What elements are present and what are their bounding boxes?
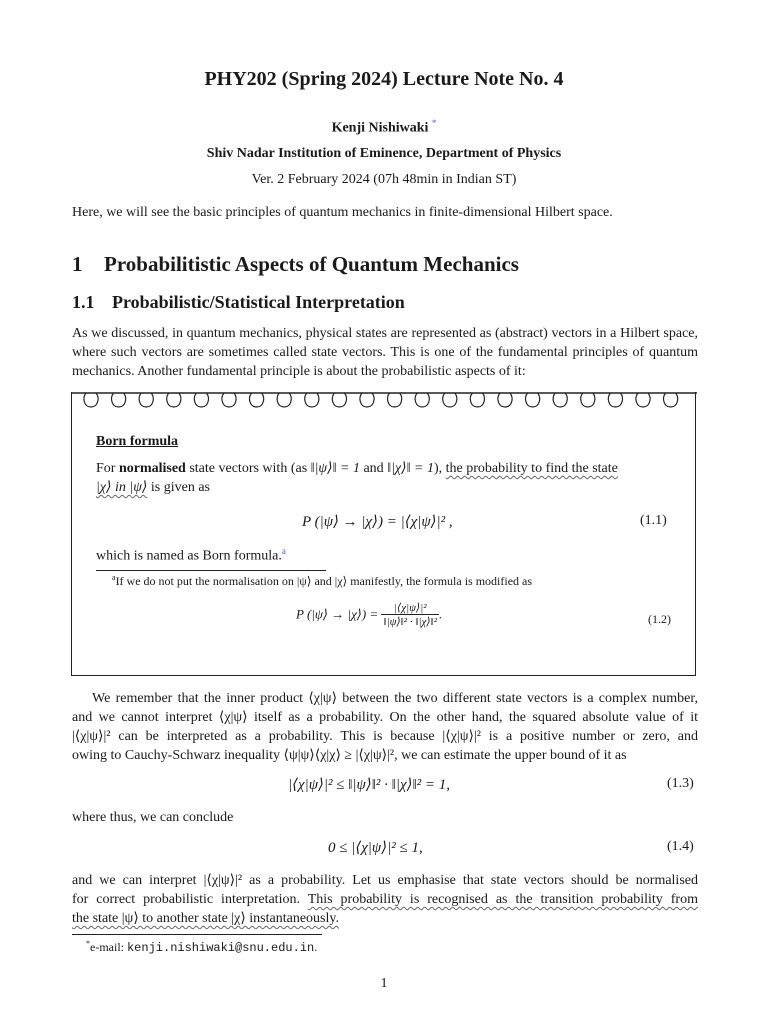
box-footnote	[112, 573, 532, 589]
author-line	[0, 118, 768, 137]
para2-line-2: and we cannot interpret ⟨χ|ψ⟩ itself as a probability. On the other hand, the squared absolute value of it	[72, 710, 698, 725]
equation-1-2-number[interactable]: (1.2)	[648, 612, 671, 626]
section-number: 1	[72, 252, 83, 276]
para3-line-3: the state |ψ⟩ to another state |χ⟩ instantaneously.	[72, 911, 339, 926]
subsection-title: Probabilistic/Statistical Interpretation	[112, 292, 405, 312]
box-after-equation	[96, 546, 286, 565]
para2-line-4: owing to Cauchy-Schwarz inequality ⟨ψ|ψ⟩⟨χ|χ⟩ ≥ |⟨χ|ψ⟩|², we can estimate the upper bound of it as	[72, 748, 627, 763]
author-name: Kenji Nishiwaki	[331, 120, 429, 136]
equation-1-3: |⟨χ|ψ⟩|² ≤ ‖|ψ⟩‖² · ‖|χ⟩‖² = 1,	[288, 777, 451, 793]
paragraph-2	[72, 689, 698, 765]
text-span: For	[96, 461, 116, 476]
box-line-1	[96, 459, 676, 478]
math-norm-chi: ‖|χ⟩‖ = 1	[387, 461, 434, 476]
eq2-numerator: |⟨χ|ψ⟩|²	[381, 601, 439, 615]
equation-1-2	[296, 601, 442, 628]
equation-1-4-number[interactable]: (1.4)	[667, 839, 694, 854]
wavy-underlined-text: the probability to find the state	[445, 461, 618, 476]
wavy-underlined-text: This probability is recognised as the transition probability from	[307, 892, 698, 907]
text-span: which is named as Born formula.	[96, 548, 282, 564]
box-footnote-rule	[96, 570, 326, 571]
para3-line-1: and we can interpret |⟨χ|ψ⟩|² as a probability. Let us emphasise that state vectors should be normalised	[72, 873, 698, 888]
eq2-lhs: P (|ψ⟩ → |χ⟩) =	[296, 606, 379, 622]
author-footnote-mark[interactable]: *	[431, 118, 437, 128]
text-span: is given as	[150, 480, 210, 495]
eq2-fraction	[381, 601, 439, 628]
page-title: PHY202 (Spring 2024) Lecture Note No. 4	[204, 68, 564, 90]
subsection-heading	[72, 292, 405, 313]
footnote-a-label: a	[112, 573, 116, 582]
equation-1-4: 0 ≤ |⟨χ|ψ⟩|² ≤ 1,	[328, 840, 423, 856]
footnote-a-mark[interactable]: a	[281, 546, 286, 556]
paragraph-1: As we discussed, in quantum mechanics, physical states are represented as (abstract) vectors in a Hilbert space, where such vectors are sometimes called state vectors. This is one of the fundamental principles of quantum mechanics. Another fundamental principle is about the probabilistic aspects of it:	[72, 326, 698, 379]
wavy-underlined-math: |χ⟩ in |ψ⟩	[96, 480, 148, 495]
where-line: where thus, we can conclude	[72, 810, 234, 825]
footnote-end: .	[314, 940, 318, 954]
page-number: 1	[380, 976, 388, 991]
section-heading	[72, 252, 519, 277]
text-span: state vectors with (as	[189, 461, 308, 476]
footnote-email-link[interactable]: kenji.nishiwaki@snu.edu.in	[126, 941, 315, 955]
equation-1-1: P (|ψ⟩ → |χ⟩) = |⟨χ|ψ⟩|² ,	[302, 514, 453, 530]
equation-1-1-number[interactable]: (1.1)	[640, 513, 667, 528]
footnote	[86, 939, 317, 955]
box-footnote-text: If we do not put the normalisation on |ψ⟩ and |χ⟩ manifestly, the formula is modified as	[115, 574, 533, 588]
subsection-number: 1.1	[72, 292, 95, 312]
version-line: Ver. 2 February 2024 (07h 48min in Indian ST)	[251, 172, 517, 187]
footnote-rule	[72, 934, 322, 935]
footnote-label: e-mail:	[90, 940, 124, 954]
institution: Shiv Nadar Institution of Eminence, Department of Physics	[206, 146, 562, 161]
section-title: Probabilitistic Aspects of Quantum Mechanics	[104, 252, 519, 276]
eq2-period: .	[439, 606, 443, 622]
paragraph-3	[72, 871, 698, 928]
text-span: for correct probabilistic interpretation.	[72, 892, 300, 907]
para3-line-2	[72, 890, 698, 909]
text-span: and	[363, 461, 384, 476]
para2-line-1: We remember that the inner product ⟨χ|ψ⟩ between the two different state vectors is a complex number,	[92, 691, 698, 706]
para2-line-3: |⟨χ|ψ⟩|² can be interpreted as a probability. This is because |⟨χ|ψ⟩|² is a positive number or zero, and	[72, 729, 698, 744]
eq2-denominator: ‖|ψ⟩‖² · ‖|χ⟩‖²	[383, 616, 437, 628]
intro-paragraph: Here, we will see the basic principles of quantum mechanics in finite-dimensional Hilbert space.	[72, 205, 613, 220]
math-norm-psi: ‖|ψ⟩‖ = 1	[310, 461, 360, 476]
bold-normalised: normalised	[118, 461, 186, 476]
box-line-2	[96, 478, 210, 497]
text-span: ),	[433, 461, 443, 476]
equation-1-3-number[interactable]: (1.3)	[667, 776, 694, 791]
box-heading: Born formula	[96, 434, 179, 449]
footnote-star: *	[86, 939, 90, 948]
